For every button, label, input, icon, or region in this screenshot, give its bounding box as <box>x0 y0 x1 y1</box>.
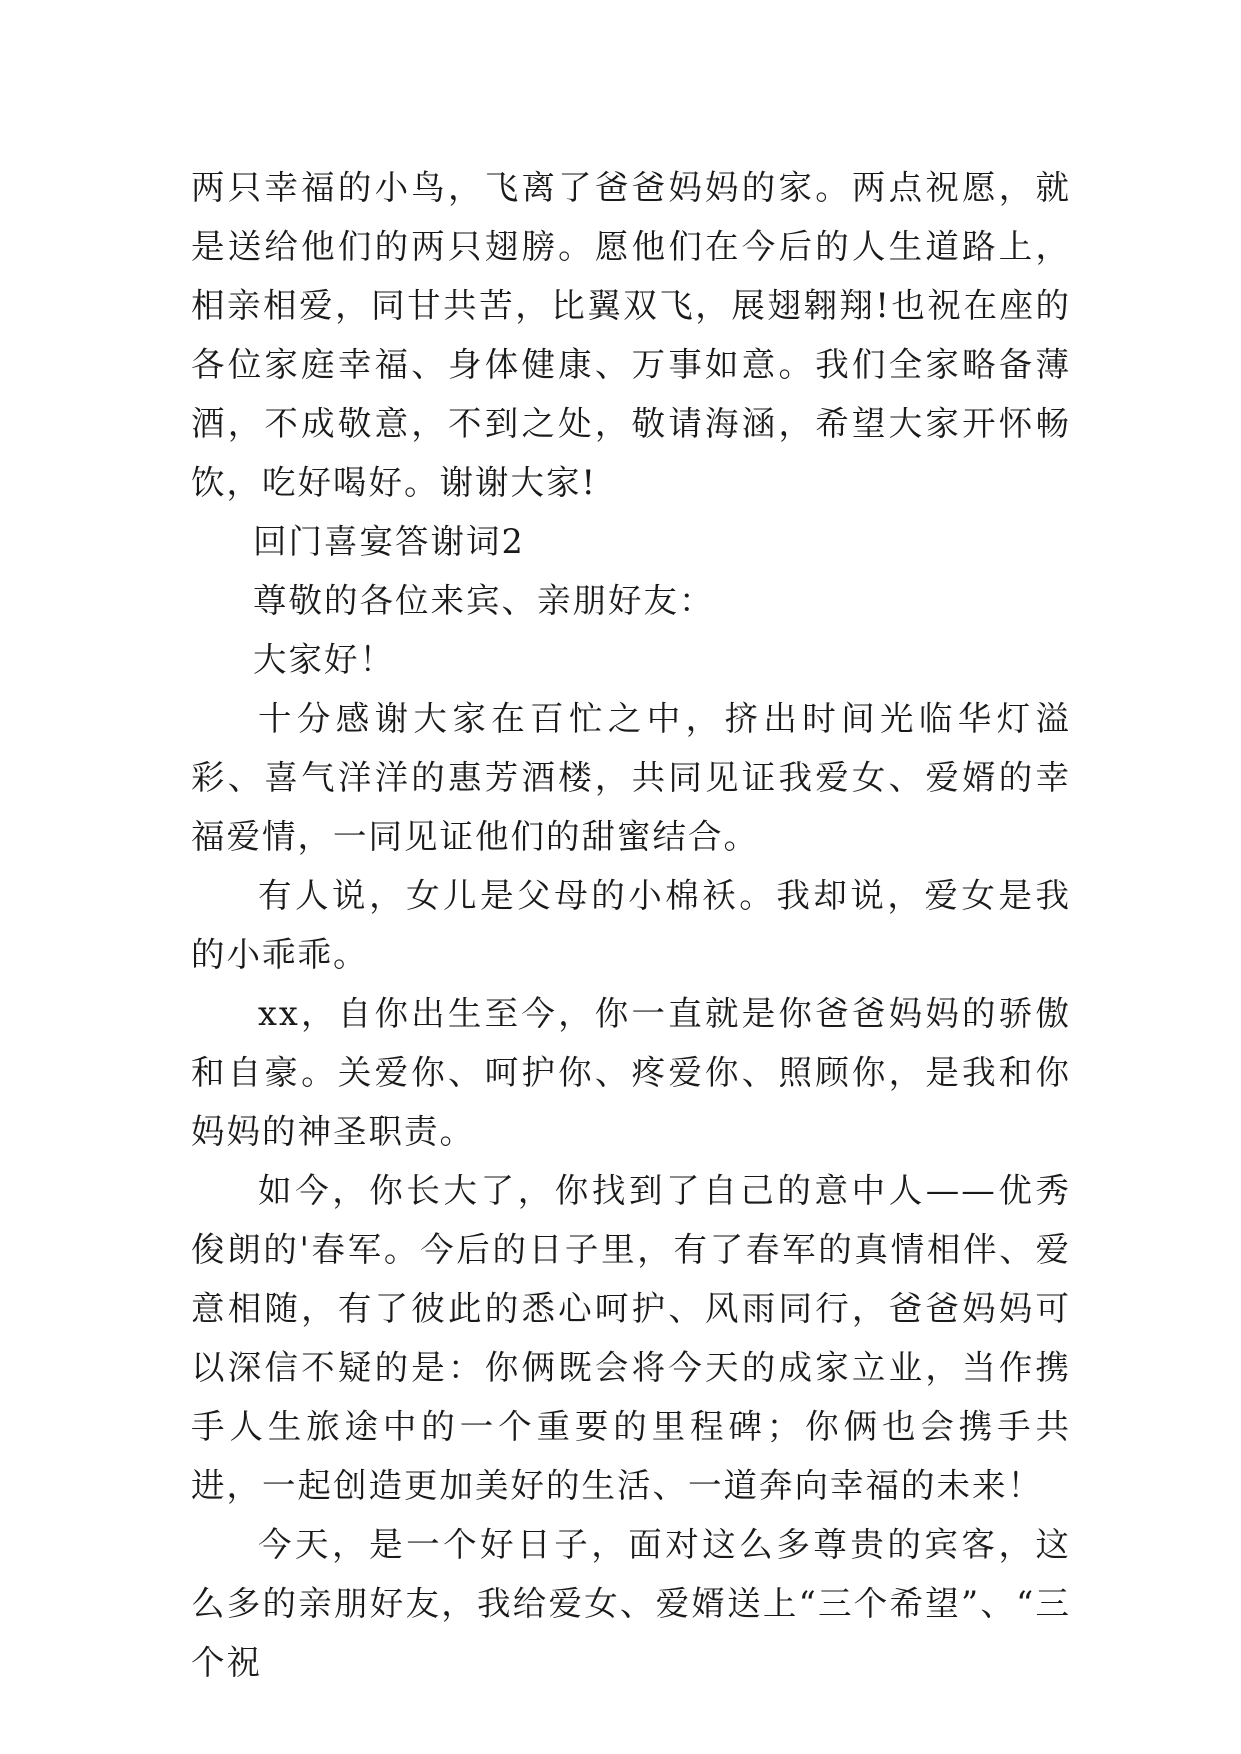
paragraph-future: 如今，你长大了，你找到了自己的意中人——优秀俊朗的'春军。今后的日子里，有了春军的真情相伴、爱意相随，有了彼此的悉心呵护、风雨同行，爸爸妈妈可以深信不疑的是：你俩既会将今天的成家立业，当作携手人生旅途中的一个重要的里程碑；你俩也会携手共进，一起创造更加美好的生活、一道奔向幸福的未来！ <box>191 1171 1071 1505</box>
paragraph-wishes: 今天，是一个好日子，面对这么多尊贵的宾客，这么多的亲朋好友，我给爱女、爱婿送上“三个希望”、“三个祝 <box>191 1525 1071 1682</box>
paragraph-thanks: 十分感谢大家在百忙之中，挤出时间光临华灯溢彩、喜气洋洋的惠芳酒楼，共同见证我爱女、爱婿的幸福爱情，一同见证他们的甜蜜结合。 <box>191 699 1071 856</box>
document-body <box>191 158 1071 1692</box>
paragraph-continuation: 两只幸福的小鸟，飞离了爸爸妈妈的家。两点祝愿，就是送给他们的两只翅膀。愿他们在今后的人生道路上，相亲相爱，同甘共苦，比翼双飞，展翅翱翔!也祝在座的各位家庭幸福、身体健康、万事如意。我们全家略备薄酒，不成敬意，不到之处，敬请海涵，希望大家开怀畅饮，吃好喝好。谢谢大家! <box>191 168 1071 502</box>
paragraph-childhood: xx，自你出生至今，你一直就是你爸爸妈妈的骄傲和自豪。关爱你、呵护你、疼爱你、照顾你，是我和你妈妈的神圣职责。 <box>191 994 1071 1151</box>
section-heading: 回门喜宴答谢词2 <box>253 522 525 561</box>
salutation-line: 尊敬的各位来宾、亲朋好友： <box>253 581 715 620</box>
paragraph-daughter: 有人说，女儿是父母的小棉袄。我却说，爱女是我的小乖乖。 <box>191 876 1071 974</box>
greeting-line: 大家好！ <box>253 640 395 679</box>
